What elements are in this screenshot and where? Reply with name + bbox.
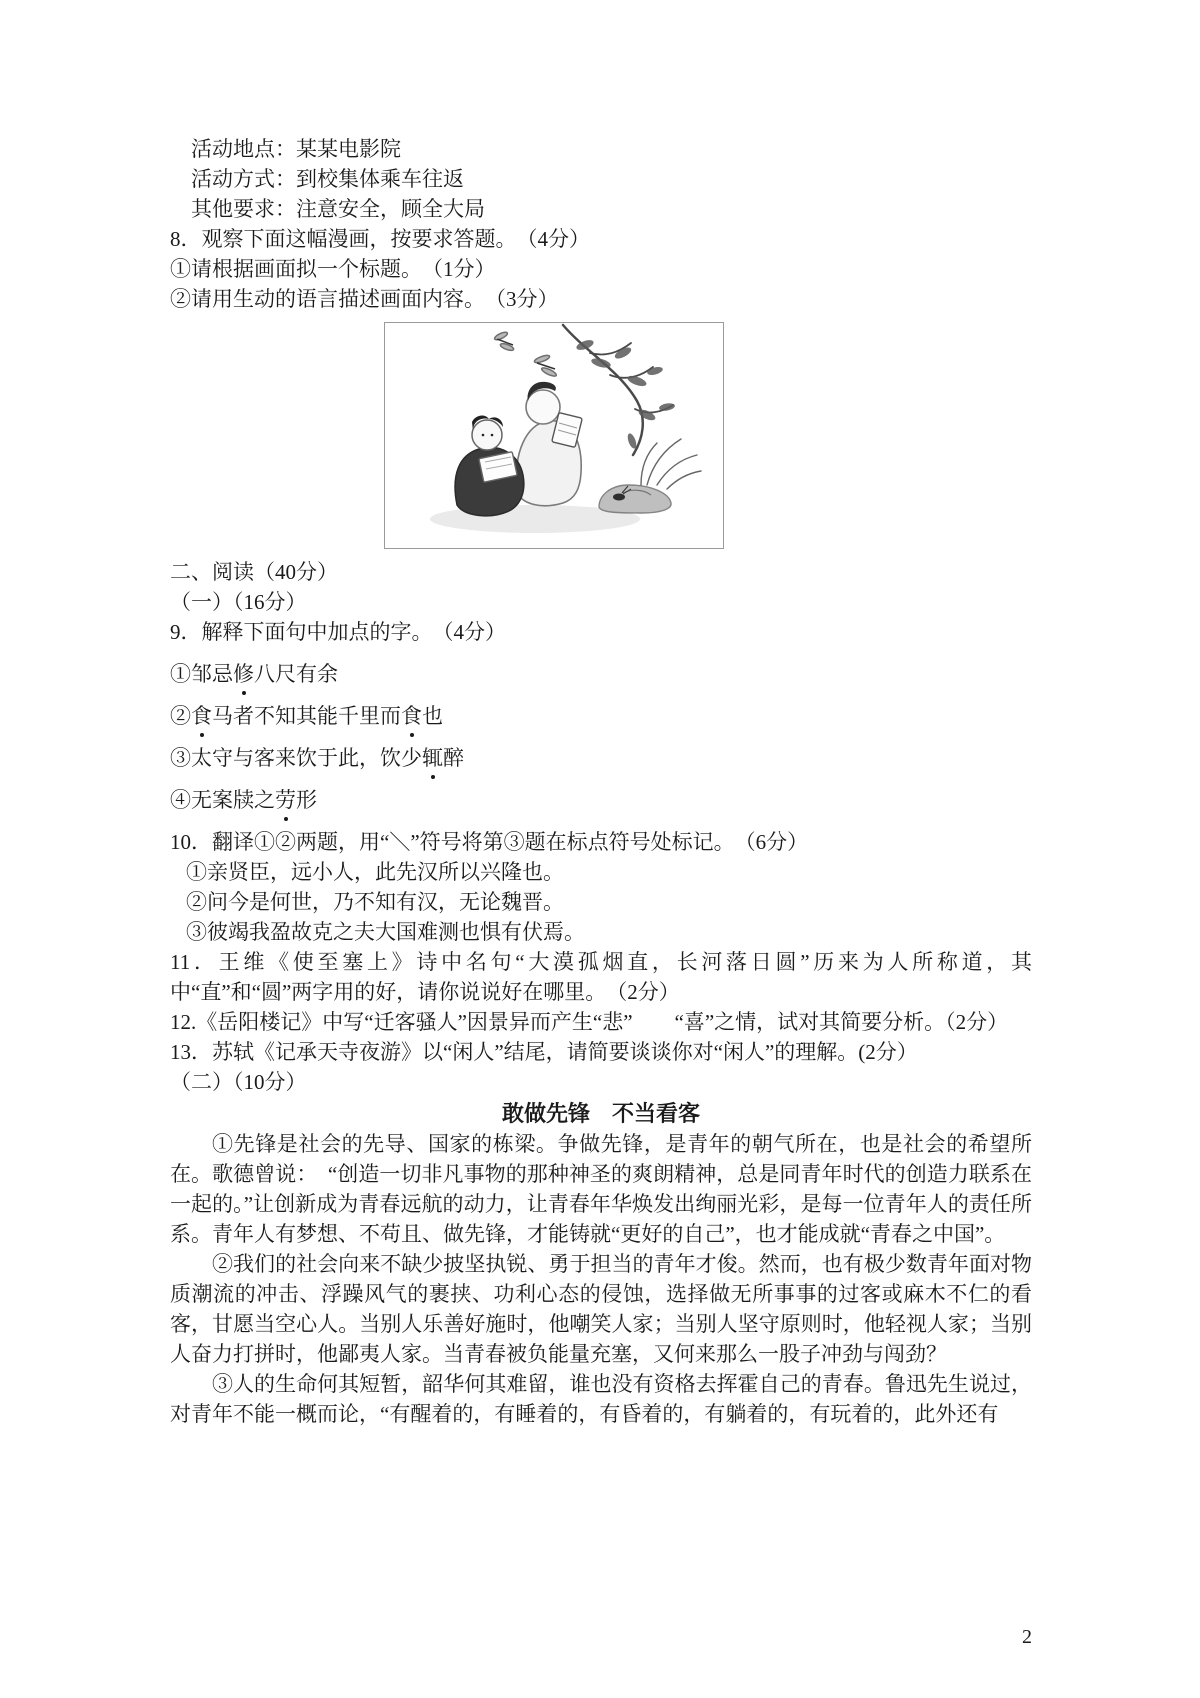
- page-content: [170, 134, 1032, 1429]
- question-10-item-2: ②问今是何世，乃不知有汉，无论魏晋。: [186, 890, 564, 914]
- section-2-heading: 二、阅读（40分）: [170, 560, 338, 584]
- essay-paragraph-1: ①先锋是社会的先导、国家的栋梁。争做先锋，是青年的朝气所在，也是社会的希望所在。歌德曾说： “创造一切非凡事物的那种神圣的爽朗精神，总是同青年时代的创造力联系在一起的。”让创新成为青春远航的动力，让青春年华焕发出绚丽光彩，是每一位青年人的责任所系。青年人有梦想、不苟且、做先锋，才能铸就“更好的自己”，也才能成就“青春之中国”。: [170, 1132, 1032, 1246]
- page-number: 2: [1022, 1626, 1032, 1648]
- essay-paragraph-3: ③人的生命何其短暂，韶华何其难留，谁也没有资格去挥霍自己的青春。鲁迅先生说过，对青年不能一概而论，“有醒着的，有睡着的，有昏着的，有躺着的，有玩着的，此外还有: [170, 1372, 1032, 1426]
- other-requirements-line: 其他要求：注意安全，顾全大局: [191, 197, 485, 221]
- part-2-label: （二）（10分）: [170, 1070, 307, 1094]
- question-8-sub-2: ②请用生动的语言描述画面内容。 （3分）: [170, 287, 559, 311]
- essay-paragraph-2: ②我们的社会向来不缺少披坚执锐、勇于担当的青年才俊。然而，也有极少数青年面对物质潮流的冲击、浮躁风气的裹挟、功利心态的侵蚀，选择做无所事事的过客或麻木不仁的看客，甘愿当空心人。当别人乐善好施时，他嘲笑人家；当别人坚守原则时，他轻视人家；当别人奋力打拼时，他鄙夷人家。当青春被负能量充塞，又何来那么一股子冲劲与闯劲？: [170, 1252, 1032, 1366]
- question-9-stem: 9．解释下面句中加点的字。 （4分）: [170, 620, 506, 644]
- cartoon-drawing: [385, 323, 723, 548]
- question-9-item-1: ①邹忌修八尺有余: [170, 662, 338, 686]
- question-10-item-1: ①亲贤臣，远小人，此先汉所以兴隆也。: [186, 860, 564, 884]
- question-13: 13．苏轼《记承天寺夜游》以“闲人”结尾，请简要谈谈你对“闲人”的理解。(2分）: [170, 1040, 918, 1064]
- activity-location-line: 活动地点：某某电影院: [191, 137, 401, 161]
- question-10-item-3: ③彼竭我盈故克之夫大国难测也惧有伏焉。: [186, 920, 585, 944]
- question-9-item-2: ②食马者不知其能千里而食也: [170, 704, 443, 728]
- question-8-sub-1: ①请根据画面拟一个标题。 （1分）: [170, 257, 496, 281]
- cartoon-image: [384, 322, 724, 549]
- question-9-item-3: ③太守与客来饮于此，饮少辄醉: [170, 746, 464, 770]
- question-8-stem: 8．观察下面这幅漫画，按要求答题。 （4分）: [170, 227, 590, 251]
- question-9-item-4: ④无案牍之劳形: [170, 788, 317, 812]
- part-1-label: （一）（16分）: [170, 590, 307, 614]
- question-12: 12.《岳阳楼记》中写“迁客骚人”因景异而产生“悲” “喜”之情，试对其简要分析。（2分）: [170, 1010, 1009, 1034]
- activity-method-line: 活动方式：到校集体乘车往返: [191, 167, 464, 191]
- question-10-stem: 10．翻译①②两题，用“＼”符号将第③题在标点符号处标记。 （6分）: [170, 830, 809, 854]
- essay-title: 敢做先锋 不当看客: [501, 1101, 700, 1126]
- question-11: 11．王维《使至塞上》诗中名句“大漠孤烟直，长河落日圆”历来为人所称道，其中“直”和“圆”两字用的好，请你说说好在哪里。 （2分）: [170, 950, 1032, 1004]
